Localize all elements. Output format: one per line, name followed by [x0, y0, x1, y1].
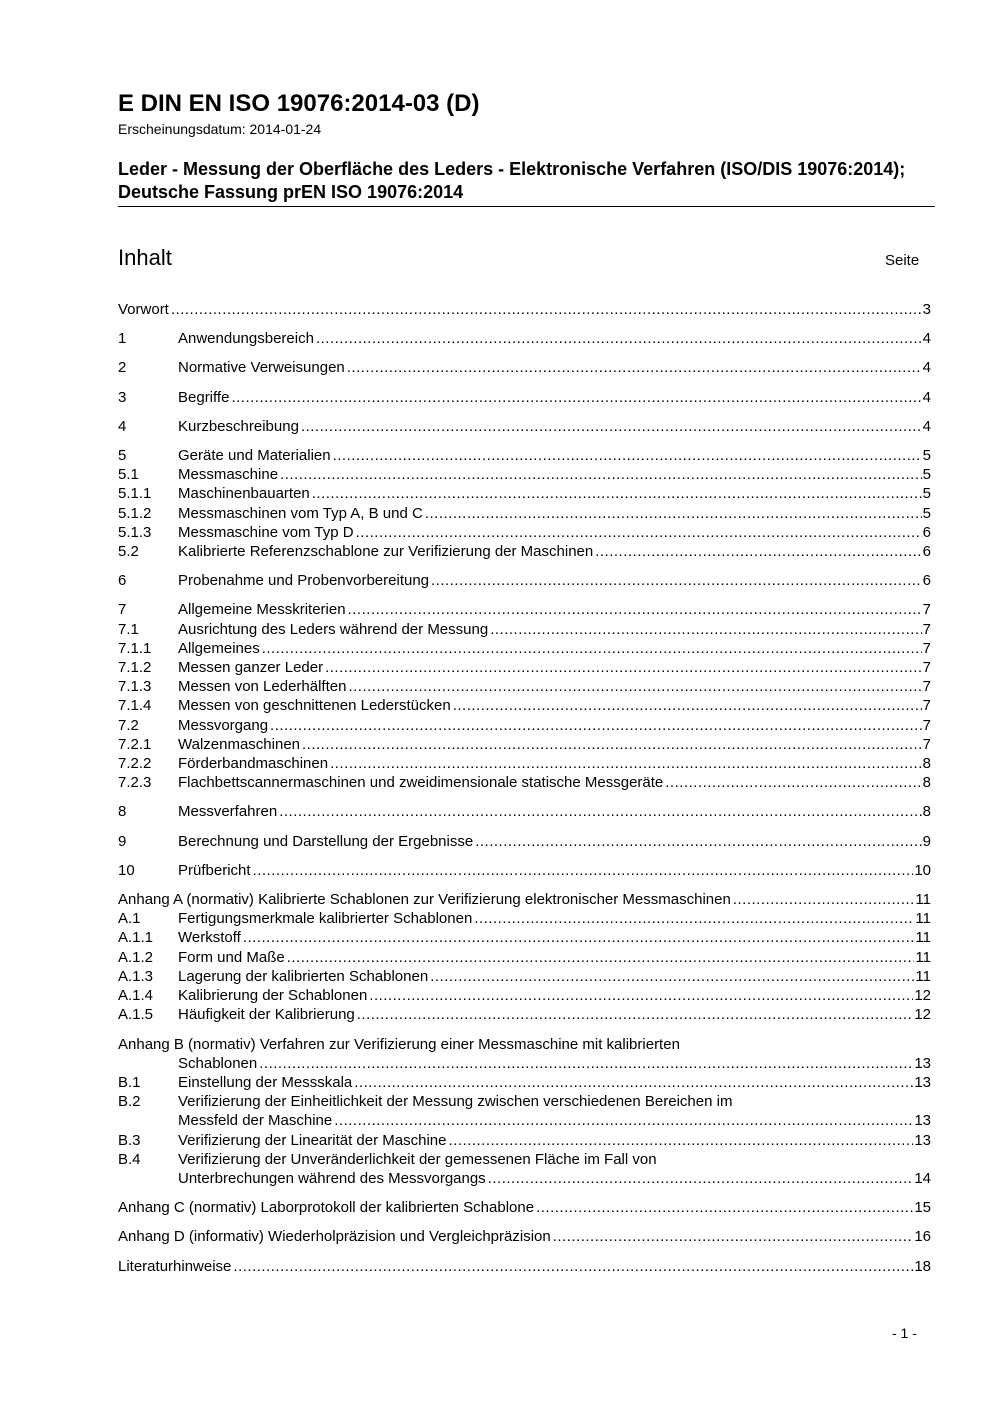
toc-entry-title: Vorwort [118, 301, 169, 318]
toc-entry-number: A.1.5 [118, 1006, 154, 1024]
toc-entry[interactable] [118, 639, 931, 658]
toc-entry-title: Messmaschinen vom Typ A, B und C [178, 504, 423, 522]
toc-entry[interactable] [118, 658, 931, 677]
toc-entry-number: 4 [118, 417, 127, 435]
toc-entry-number: 8 [118, 803, 127, 821]
toc-entry[interactable] [118, 465, 931, 484]
toc-entry-page: 13 [914, 1054, 931, 1072]
toc-entry[interactable] [118, 542, 931, 561]
toc-dot-leader [171, 300, 922, 319]
toc-dot-leader [301, 417, 922, 436]
toc-dot-leader [536, 1198, 913, 1217]
toc-entry-title: Messen von geschnittenen Lederstücken [178, 697, 451, 715]
toc-dot-leader [325, 658, 922, 677]
toc-entry-number: 7.2 [118, 716, 139, 734]
toc-entry-page: 7 [922, 735, 931, 753]
toc-entry-title: Messverfahren [178, 803, 278, 821]
toc-dot-leader [595, 542, 921, 561]
toc-entry-title: Probenahme und Probenvorbereitung [178, 572, 430, 590]
toc-entry-title: Anhang B (normativ) Verfahren zur Verifizierung einer Messmaschine mit kalibrierten [118, 1035, 680, 1053]
toc-dot-leader [243, 928, 915, 947]
toc-dot-leader [330, 754, 922, 773]
toc-entry[interactable] [118, 754, 931, 773]
toc-entry[interactable] [118, 600, 931, 619]
toc-entry-page: 5 [922, 466, 931, 484]
toc-entry-number: 7.1.2 [118, 659, 152, 677]
toc-entry[interactable] [118, 909, 931, 928]
toc-entry-title: Messen von Lederhälften [178, 678, 347, 696]
toc-entry-number: 2 [118, 359, 127, 377]
toc-dot-leader [334, 1111, 913, 1130]
toc-dot-leader [354, 1073, 913, 1092]
publication-date: Erscheinungsdatum: 2014-01-24 [118, 121, 322, 137]
toc-entry-page: 10 [914, 861, 931, 879]
toc-entry-title: Messvorgang [178, 716, 269, 734]
toc-entry-number: 7.1.4 [118, 697, 152, 715]
toc-dot-leader [348, 600, 922, 619]
toc-dot-leader [488, 1169, 914, 1188]
toc-entry[interactable] [118, 620, 931, 639]
toc-entry-number: 3 [118, 388, 127, 406]
toc-entry-page: 5 [922, 485, 931, 503]
toc-dot-leader [369, 986, 913, 1005]
toc-entry-title: Begriffe [178, 388, 230, 406]
document-code: E DIN EN ISO 19076:2014-03 (D) [118, 90, 480, 117]
toc-entry-number: B.4 [118, 1150, 141, 1168]
toc-entry[interactable] [118, 802, 931, 821]
toc-entry-title: Form und Maße [178, 948, 285, 966]
toc-dot-leader [356, 523, 922, 542]
toc-entry-number: 1 [118, 330, 127, 348]
toc-heading: Inhalt [118, 245, 172, 270]
toc-dot-leader [490, 620, 921, 639]
toc-dot-leader [287, 948, 915, 967]
toc-entry-page: 15 [914, 1199, 931, 1217]
toc-dot-leader [316, 329, 922, 348]
toc-entry-number: 9 [118, 832, 127, 850]
toc-entry-page: 7 [922, 620, 931, 638]
toc-entry[interactable] [118, 773, 931, 792]
toc-entry[interactable] [118, 388, 931, 407]
toc-entry-number: 7.2.2 [118, 755, 152, 773]
toc-dot-leader [333, 446, 922, 465]
toc-dot-leader [425, 504, 922, 523]
toc-entry-page: 8 [922, 774, 931, 792]
toc-entry[interactable] [118, 861, 931, 880]
toc-entry[interactable] [118, 1150, 931, 1188]
toc-entry-number: A.1 [118, 910, 141, 928]
toc-entry-page: 11 [915, 910, 931, 928]
toc-entry-page: 11 [915, 929, 931, 947]
toc-entry[interactable] [118, 446, 931, 465]
toc-dot-leader [553, 1227, 914, 1246]
toc-dot-leader [279, 802, 921, 821]
toc-dot-leader [474, 909, 914, 928]
toc-entry-page: 12 [914, 987, 931, 1005]
toc-entry[interactable] [118, 1073, 931, 1092]
toc-entry-number: A.1.3 [118, 967, 154, 985]
toc-entry-title: Kalibrierung der Schablonen [178, 987, 368, 1005]
toc-entry-title: Messfeld der Maschine [178, 1112, 333, 1130]
toc-entry-page: 16 [914, 1228, 931, 1246]
toc-entry-page: 6 [922, 543, 931, 561]
toc-entry-title: Häufigkeit der Kalibrierung [178, 1006, 355, 1024]
toc-entry-page: 3 [922, 301, 931, 318]
toc-entry-page: 18 [914, 1257, 931, 1275]
toc-entry-number: 5.1 [118, 466, 139, 484]
toc-entry-page: 5 [922, 447, 931, 465]
toc-dot-leader [253, 861, 914, 880]
toc-entry-page: 7 [922, 639, 931, 657]
toc-entry-page: 11 [915, 891, 931, 909]
toc-entry[interactable] [118, 358, 931, 377]
toc-entry-title: Allgemeine Messkriterien [178, 601, 346, 619]
toc-entry[interactable] [118, 1227, 931, 1246]
toc-entry-page: 4 [922, 359, 931, 377]
title-divider [118, 206, 935, 207]
toc-dot-leader [475, 832, 921, 851]
toc-entry-number: A.1.2 [118, 948, 154, 966]
toc-entry-page: 8 [922, 803, 931, 821]
toc-dot-leader [270, 716, 922, 735]
toc-entry[interactable] [118, 677, 931, 696]
toc-dot-leader [302, 735, 922, 754]
toc-entry-title: Messen ganzer Leder [178, 659, 324, 677]
toc-entry-page: 8 [922, 755, 931, 773]
toc-entry-title: Normative Verweisungen [178, 359, 345, 377]
toc-entry-number: 5 [118, 447, 127, 465]
toc-entry-number: B.3 [118, 1131, 141, 1149]
toc-entry-page: 13 [914, 1073, 931, 1091]
toc-entry[interactable] [118, 1257, 931, 1276]
toc-entry-page: 14 [914, 1169, 931, 1187]
toc-dot-leader [231, 388, 921, 407]
toc-entry[interactable] [118, 1092, 931, 1130]
toc-entry-title: Prüfbericht [178, 861, 251, 879]
toc-entry-number: 6 [118, 572, 127, 590]
toc-entry-number: A.1.4 [118, 987, 154, 1005]
toc-entry-number: 5.1.3 [118, 523, 152, 541]
toc-entry-number: 5.1.2 [118, 504, 152, 522]
toc-dot-leader [357, 1005, 914, 1024]
toc-entry-page: 4 [922, 330, 931, 348]
toc-entry-title: Maschinenbauarten [178, 485, 310, 503]
toc-entry-title: Förderbandmaschinen [178, 755, 329, 773]
toc-entry[interactable] [118, 832, 931, 851]
toc-entry[interactable] [118, 329, 931, 348]
toc-entry-title: Anwendungsbereich [178, 330, 314, 348]
toc-entry-page: 7 [922, 601, 931, 619]
toc-entry-title: Messmaschine vom Typ D [178, 523, 354, 541]
toc-entry[interactable] [118, 890, 931, 909]
toc-entry[interactable] [118, 735, 931, 754]
toc-dot-leader [453, 696, 922, 715]
toc-entry-title: Allgemeines [178, 639, 260, 657]
toc-entry-number: 10 [118, 861, 135, 879]
toc-entry-title: Verifizierung der Linearität der Maschine [178, 1131, 447, 1149]
toc-entry-number: 7 [118, 601, 127, 619]
toc-entry-number: 7.1 [118, 620, 139, 638]
table-of-contents [118, 300, 931, 1276]
toc-entry-page: 6 [922, 572, 931, 590]
toc-entry-title: Anhang C (normativ) Laborprotokoll der kalibrierten Schablone [118, 1199, 535, 1217]
toc-entry-title: Verifizierung der Unveränderlichkeit der gemessenen Fläche im Fall von [178, 1150, 657, 1168]
toc-entry[interactable] [118, 948, 931, 967]
toc-entry[interactable] [118, 417, 931, 436]
toc-dot-leader [448, 1131, 913, 1150]
toc-entry-title: Kurzbeschreibung [178, 417, 299, 435]
toc-entry[interactable] [118, 967, 931, 986]
toc-entry[interactable] [118, 928, 931, 947]
toc-entry-title: Verifizierung der Einheitlichkeit der Messung zwischen verschiedenen Bereichen im [178, 1093, 733, 1111]
toc-entry-title: Lagerung der kalibrierten Schablonen [178, 967, 429, 985]
toc-dot-leader [233, 1257, 913, 1276]
toc-entry-title: Walzenmaschinen [178, 735, 300, 753]
toc-entry-page: 9 [922, 832, 931, 850]
toc-dot-leader [733, 890, 915, 909]
page-column-label: Seite [885, 252, 920, 269]
toc-entry-page: 12 [914, 1006, 931, 1024]
toc-entry-number: B.2 [118, 1093, 141, 1111]
toc-entry-title: Messmaschine [178, 466, 279, 484]
toc-entry-title: Werkstoff [178, 929, 241, 947]
toc-entry-title: Ausrichtung des Leders während der Messung [178, 620, 489, 638]
toc-entry-page: 7 [922, 716, 931, 734]
toc-entry[interactable] [118, 716, 931, 735]
toc-dot-leader [347, 358, 922, 377]
toc-entry-title: Anhang A (normativ) Kalibrierte Schablonen zur Verifizierung elektronischer Messmaschinen [118, 891, 731, 909]
toc-entry[interactable] [118, 504, 931, 523]
toc-entry-page: 11 [915, 967, 931, 985]
toc-entry-page: 7 [922, 697, 931, 715]
toc-entry[interactable] [118, 1005, 931, 1024]
toc-entry[interactable] [118, 986, 931, 1005]
toc-entry[interactable] [118, 484, 931, 503]
toc-entry-title: Berechnung und Darstellung der Ergebnisse [178, 832, 474, 850]
toc-entry-number: 7.1.3 [118, 678, 152, 696]
toc-entry-page: 7 [922, 678, 931, 696]
toc-entry-page: 13 [914, 1112, 931, 1130]
toc-entry-title: Geräte und Materialien [178, 447, 331, 465]
toc-entry-number: A.1.1 [118, 929, 154, 947]
toc-dot-leader [312, 484, 922, 503]
toc-entry-page: 4 [922, 417, 931, 435]
toc-entry-page: 4 [922, 388, 931, 406]
toc-entry-number: 7.2.3 [118, 774, 152, 792]
toc-entry-page: 5 [922, 504, 931, 522]
toc-entry[interactable] [118, 1198, 931, 1217]
toc-entry[interactable] [118, 1035, 931, 1073]
toc-entry-number: 5.2 [118, 543, 139, 561]
toc-entry-page: 13 [914, 1131, 931, 1149]
toc-entry-number: B.1 [118, 1073, 141, 1091]
toc-dot-leader [430, 967, 914, 986]
toc-entry-number: 7.2.1 [118, 735, 152, 753]
toc-entry-title: Flachbettscannermaschinen und zweidimensionale statische Messgeräte [178, 774, 664, 792]
toc-entry-page: 6 [922, 523, 931, 541]
toc-entry[interactable] [118, 571, 931, 590]
toc-entry[interactable] [118, 1131, 931, 1150]
toc-entry-title: Schablonen [178, 1054, 258, 1072]
toc-entry-page: 7 [922, 659, 931, 677]
toc-entry-title: Literaturhinweise [118, 1257, 232, 1275]
toc-entry-number: 7.1.1 [118, 639, 152, 657]
toc-dot-leader [665, 773, 921, 792]
toc-entry-title: Kalibrierte Referenzschablone zur Verifizierung der Maschinen [178, 543, 594, 561]
toc-entry-title: Fertigungsmerkmale kalibrierter Schablonen [178, 910, 473, 928]
toc-dot-leader [280, 465, 922, 484]
toc-entry[interactable] [118, 300, 931, 319]
toc-entry-title: Anhang D (informativ) Wiederholpräzision und Vergleichpräzision [118, 1228, 551, 1246]
toc-dot-leader [262, 639, 922, 658]
toc-entry[interactable] [118, 696, 931, 715]
toc-dot-leader [348, 677, 921, 696]
toc-entry[interactable] [118, 523, 931, 542]
page-number: - 1 - [892, 1325, 917, 1341]
document-title: Leder - Messung der Oberfläche des Leders - Elektronische Verfahren (ISO/DIS 19076:2014); Deutsche Fassung prEN ISO 19076:2014 [118, 159, 906, 202]
toc-entry-number: 5.1.1 [118, 485, 152, 503]
toc-entry-page: 11 [915, 948, 931, 966]
toc-entry-title: Einstellung der Messskala [178, 1073, 353, 1091]
toc-dot-leader [431, 571, 922, 590]
toc-dot-leader [259, 1054, 913, 1073]
toc-entry-title: Unterbrechungen während des Messvorgangs [178, 1169, 486, 1187]
